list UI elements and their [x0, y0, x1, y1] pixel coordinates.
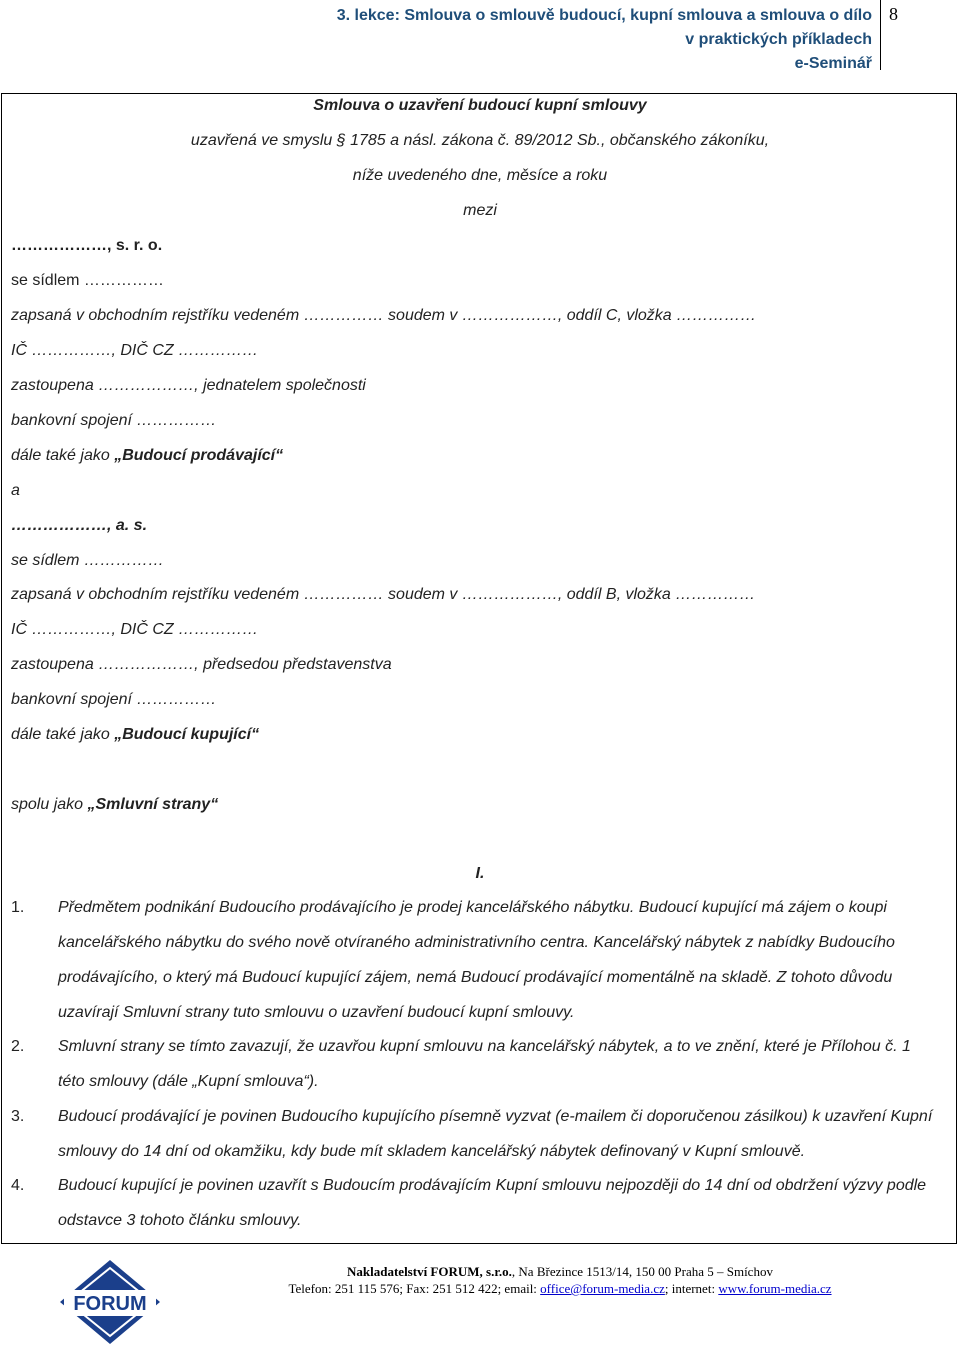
seller-register: zapsaná v obchodním rejstříku vedeném …………… soudem v ………………, oddíl C, vložka …………… [11, 307, 757, 324]
clause-1 [11, 890, 941, 1030]
between-label: mezi [463, 202, 497, 219]
footer-publisher [200, 1263, 920, 1280]
seller-rep-prefix: zastoupena ………………, [11, 377, 204, 394]
contract-title: Smlouva o uzavření budoucí kupní smlouvy [313, 97, 647, 114]
contract-subtitle-2: níže uvedeného dne, měsíce a roku [352, 167, 608, 184]
buyer-register: zapsaná v obchodním rejstříku vedeném …………… soudem v ………………, oddíl B, vložka …………… [11, 586, 756, 603]
header-line-1: 3. lekce: Smlouva o smlouvě budoucí, kupní smlouva a smlouva o dílo [336, 7, 872, 24]
clause-number: 2. [11, 1038, 25, 1055]
buyer-rep-prefix: zastoupena ………………, [11, 656, 204, 673]
web-link[interactable]: www.forum-media.cz [718, 1281, 832, 1296]
publisher-address: , Na Březince 1513/14, 150 00 Praha 5 – Smíchov [511, 1264, 773, 1279]
parties-prefix: spolu jako [11, 796, 88, 813]
contact-prefix: Telefon: 251 115 576; Fax: 251 512 422; email: [288, 1281, 541, 1296]
buyer-name: ………………, a. s. [11, 517, 148, 534]
seller-representative [11, 376, 366, 396]
seller-bank: bankovní spojení …………… [11, 412, 217, 429]
clause-3 [11, 1099, 941, 1169]
internet-label: ; internet: [664, 1281, 719, 1296]
publisher-name: Nakladatelství FORUM, s.r.o. [347, 1264, 512, 1279]
clause-text: Budoucí kupující je povinen uzavřít s Budoucím prodávajícím Kupní smlouvu nejpozději do 14 dní od obdržení výzvy podle odstavce 3 tohoto článku smlouvy. [58, 1177, 927, 1229]
clause-text: Předmětem podnikání Budoucího prodávajícího je prodej kancelářského nábytku. Budoucí kupující má zájem o koupi kancelářského nábytku do svého nově otvíraného administrativního centra. Kancelářský nábytek z nabídky Budoucího prodávajícího, o který má Budoucí kupující zájem, nemá Budoucí prodávající momentálně na skladě. Z tohoto důvodu uzavírají Smluvní strany tuto smlouvu o uzavření budoucí kupní smlouvy. [58, 899, 895, 1021]
buyer-alias-line [11, 725, 259, 745]
page-number: 8 [880, 0, 920, 70]
section-heading: I. [475, 865, 485, 882]
clause-number: 4. [11, 1177, 25, 1194]
clause-number: 3. [11, 1108, 25, 1125]
forum-logo [58, 1258, 162, 1346]
seller-alias-line [11, 446, 283, 466]
seller-ids: IČ ……………, DIČ CZ …………… [11, 342, 259, 359]
parties-alias: „Smluvní strany“ [87, 796, 219, 813]
clause-text: Smluvní strany se tímto zavazují, že uzavřou kupní smlouvu na kancelářský nábytek, a to ve znění, které je Přílohou č. 1 této smlouvy (dále „Kupní smlouva“). [58, 1038, 911, 1090]
and-label: a [11, 482, 20, 499]
email-link[interactable]: office@forum-media.cz [540, 1281, 665, 1296]
contract-subtitle-1: uzavřená ve smyslu § 1785 a násl. zákona č. 89/2012 Sb., občanského zákoníku, [190, 132, 770, 149]
seller-alias-prefix: dále také jako [11, 447, 115, 464]
seller-rep-role: jednatelem společnosti [203, 377, 366, 394]
buyer-rep-role: předsedou představenstva [203, 656, 392, 673]
buyer-alias: „Budoucí kupující“ [114, 726, 260, 743]
clause-4 [11, 1168, 941, 1238]
buyer-seat: se sídlem …………… [11, 552, 164, 569]
clause-number: 1. [11, 899, 25, 916]
buyer-ids: IČ ……………, DIČ CZ …………… [11, 621, 259, 638]
clause-2 [11, 1029, 941, 1099]
seller-alias: „Budoucí prodávající“ [114, 447, 284, 464]
parties-alias-line [11, 795, 218, 815]
running-header [337, 4, 872, 76]
header-line-3: e-Seminář [794, 55, 872, 72]
clause-text: Budoucí prodávající je povinen Budoucího kupujícího písemně vyzvat (e-mailem či doporučenou zásilkou) k uzavření Kupní smlouvy do 14 dní od okamžiku, kdy bude mít skladem kancelářský nábytek definovaný v Kupní smlouvě. [58, 1108, 933, 1160]
buyer-bank: bankovní spojení …………… [11, 691, 217, 708]
buyer-representative [11, 655, 392, 675]
seller-name: ………………, s. r. o. [11, 237, 163, 254]
buyer-alias-prefix: dále také jako [11, 726, 115, 743]
header-line-2: v praktických příkladech [685, 31, 872, 48]
seller-seat: se sídlem …………… [11, 272, 164, 289]
footer-contact [200, 1280, 920, 1297]
logo-text: FORUM [73, 1293, 147, 1315]
